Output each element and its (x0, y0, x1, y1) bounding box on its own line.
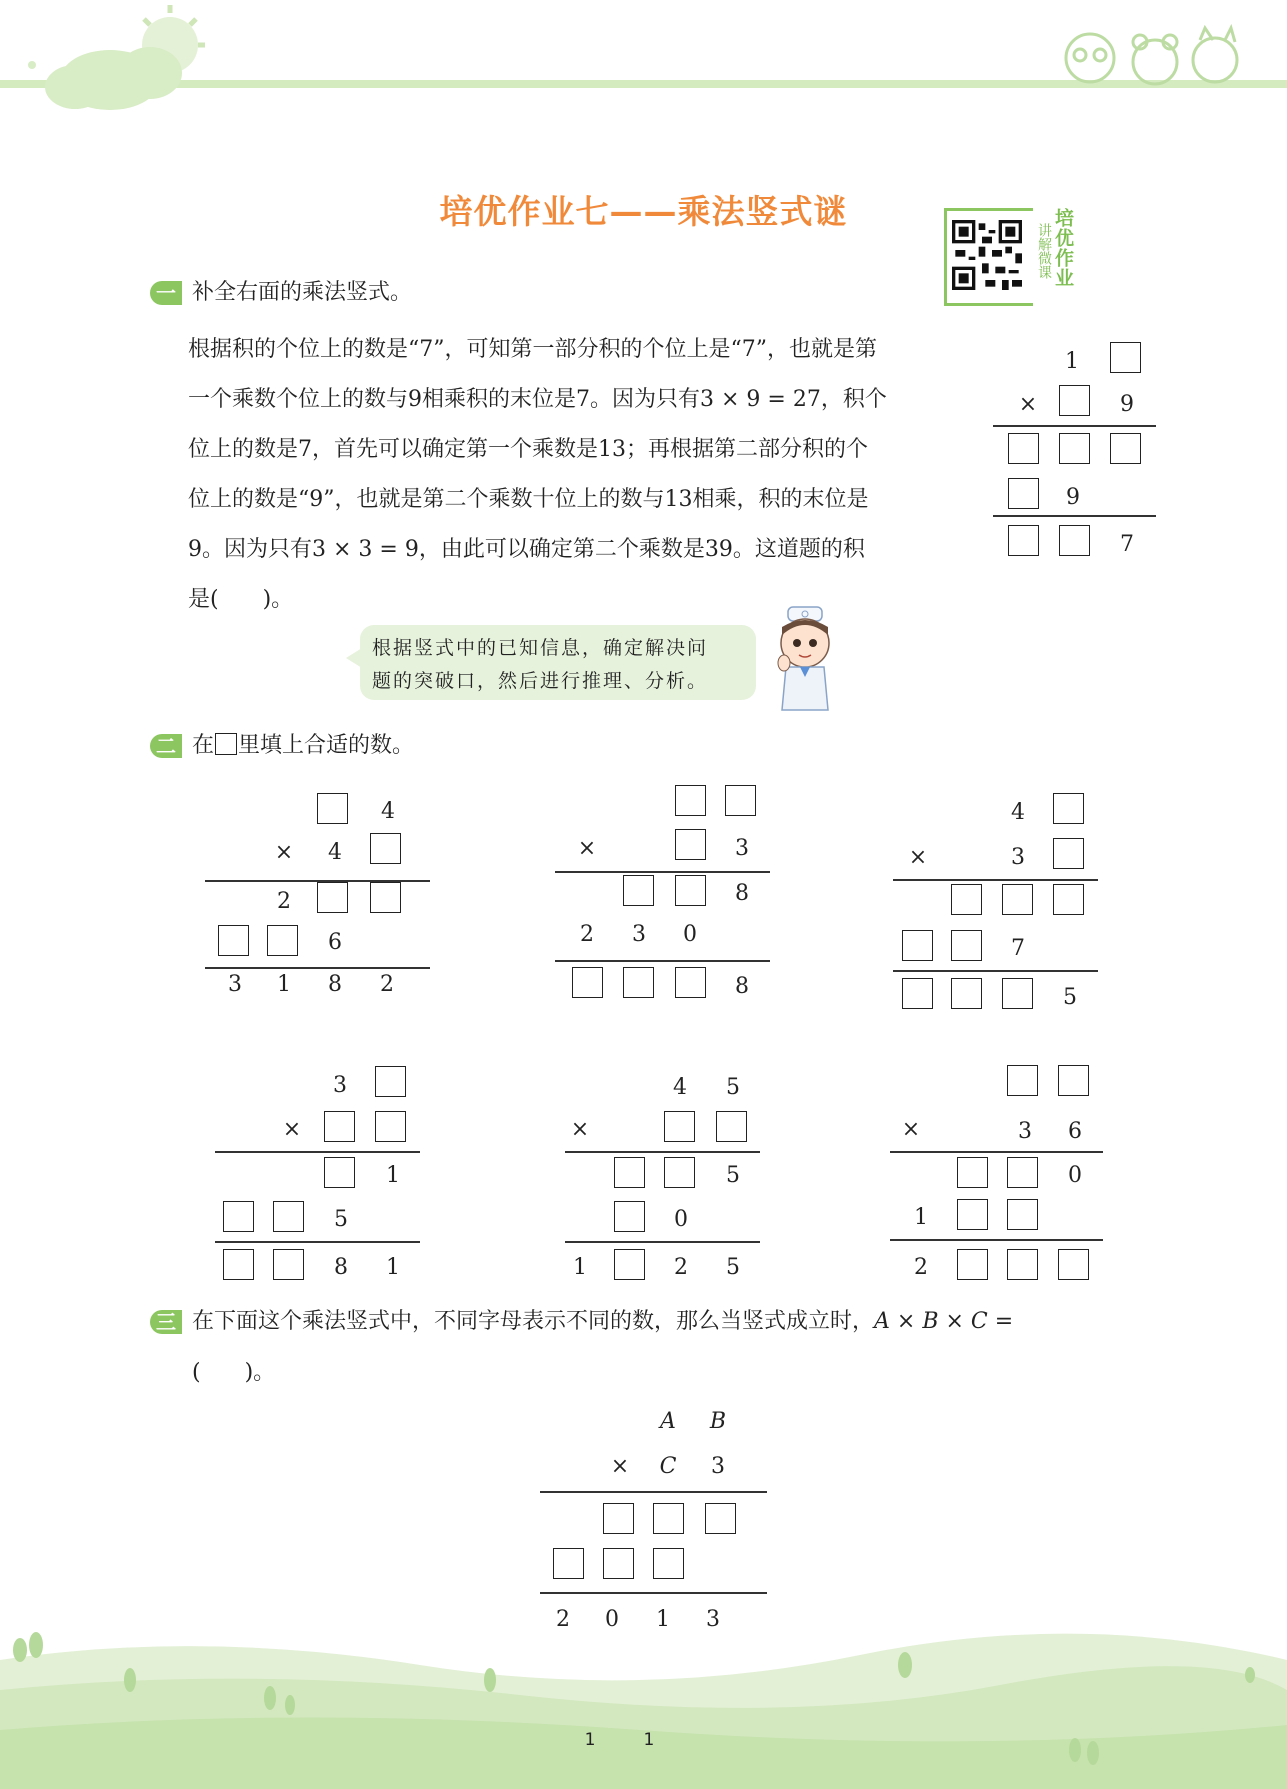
qr-label-small: 讲解微课 (1036, 223, 1052, 279)
digit: 4 (381, 799, 395, 824)
rule-line (993, 425, 1156, 427)
digit: 3 (333, 1073, 347, 1098)
answer-box[interactable] (675, 785, 706, 816)
answer-box[interactable] (218, 925, 249, 956)
answer-box[interactable] (675, 829, 706, 860)
answer-box[interactable] (664, 1111, 695, 1142)
digit: 3 (1011, 845, 1025, 870)
puzzle-2f (890, 1063, 1105, 1293)
answer-box[interactable] (716, 1111, 747, 1142)
times-sign: × (610, 1454, 630, 1479)
answer-box[interactable] (902, 930, 933, 961)
page-number: 11 (584, 1730, 703, 1750)
rule-line (893, 879, 1098, 881)
hint-line: 题的突破口，然后进行推理、分析。 (372, 670, 709, 692)
qr-label (1034, 208, 1074, 300)
section-3-header (150, 1307, 1160, 1337)
instruction-text: 在 (192, 733, 215, 758)
answer-box[interactable] (653, 1548, 684, 1579)
digit: 2 (580, 922, 594, 947)
rule-line (555, 871, 770, 873)
answer-box[interactable] (324, 1157, 355, 1188)
answer-box[interactable] (1053, 838, 1084, 869)
paragraph-line: 9。因为只有3 × 3 = 9，由此可以确定第二个乘数是39。这道题的积 (188, 537, 865, 562)
rule-line (555, 960, 770, 962)
answer-box[interactable] (375, 1111, 406, 1142)
times-sign: × (282, 1117, 302, 1142)
formula-text: A × B × C = (874, 1309, 1014, 1334)
answer-box[interactable] (1007, 1157, 1038, 1188)
answer-box[interactable] (1007, 1199, 1038, 1230)
paragraph-line: 是( )。 (188, 587, 294, 612)
digit: 1 (386, 1255, 400, 1280)
digit: 1 (573, 1255, 587, 1280)
answer-box[interactable] (603, 1548, 634, 1579)
answer-box[interactable] (370, 833, 401, 864)
answer-box[interactable] (957, 1157, 988, 1188)
puzzle-3 (540, 1402, 770, 1642)
answer-box[interactable] (675, 875, 706, 906)
times-sign: × (577, 836, 597, 861)
digit: 4 (328, 840, 342, 865)
puzzle-2a (205, 790, 435, 1010)
answer-box[interactable] (273, 1249, 304, 1280)
puzzle-2d (215, 1063, 425, 1293)
answer-box[interactable] (957, 1249, 988, 1280)
answer-box[interactable] (223, 1249, 254, 1280)
answer-box[interactable] (1053, 884, 1084, 915)
animal-faces-illustration (1055, 20, 1255, 90)
digit: 7 (1011, 936, 1025, 961)
rule-line (993, 515, 1156, 517)
paragraph-line: 一个乘数个位上的数与9相乘积的末位是7。因为只有3 × 9 = 27，积个 (188, 387, 887, 412)
answer-box[interactable] (951, 978, 982, 1009)
answer-box[interactable] (317, 882, 348, 913)
answer-box[interactable] (1059, 433, 1090, 464)
digit: 1 (1065, 349, 1079, 374)
digit: 1 (656, 1607, 670, 1632)
digit: 8 (735, 974, 749, 999)
answer-box[interactable] (951, 930, 982, 961)
digit: 8 (328, 972, 342, 997)
puzzle-1 (990, 335, 1155, 565)
answer-box[interactable] (223, 1201, 254, 1232)
digit: 2 (556, 1607, 570, 1632)
answer-box[interactable] (957, 1199, 988, 1230)
answer-box[interactable] (1007, 1249, 1038, 1280)
answer-box[interactable] (267, 925, 298, 956)
rule-line (890, 1151, 1103, 1153)
answer-box[interactable] (653, 1503, 684, 1534)
digit: 4 (673, 1075, 687, 1100)
answer-box[interactable] (324, 1111, 355, 1142)
section-1-badge: 一 (150, 281, 182, 305)
answer-box[interactable] (553, 1548, 584, 1579)
cloud-sun-illustration (20, 5, 210, 115)
times-sign: × (570, 1117, 590, 1142)
hint-line: 根据竖式中的已知信息，确定解决问 (372, 637, 709, 659)
rule-line (565, 1241, 760, 1243)
digit: 1 (914, 1205, 928, 1230)
hint-bubble (360, 625, 756, 700)
paragraph-line: 根据积的个位上的数是“7”，可知第一部分积的个位上是“7”，也就是第 (188, 337, 877, 362)
rule-line (893, 970, 1098, 972)
times-sign: × (908, 845, 928, 870)
box-symbol (215, 733, 237, 755)
digit: 0 (1068, 1163, 1082, 1188)
digit: 7 (1120, 532, 1134, 557)
times-sign: × (1018, 392, 1038, 417)
rule-line (540, 1491, 767, 1493)
digit: 6 (1068, 1119, 1082, 1144)
qr-code-panel[interactable] (944, 208, 1074, 300)
answer-box[interactable] (1059, 385, 1090, 416)
answer-box[interactable] (1058, 1065, 1089, 1096)
digit: 3 (706, 1607, 720, 1632)
paragraph-line: 位上的数是“9”，也就是第二个乘数十位上的数与13相乘，积的末位是 (188, 487, 869, 512)
answer-box[interactable] (675, 967, 706, 998)
digit: 9 (1120, 392, 1134, 417)
answer-box[interactable] (664, 1157, 695, 1188)
section-3-answer-blank: ( )。 (192, 1360, 276, 1385)
answer-box[interactable] (1008, 478, 1039, 509)
section-3-badge: 三 (150, 1310, 182, 1334)
digit: 8 (735, 881, 749, 906)
rule-line (205, 967, 430, 969)
digit: 5 (1063, 985, 1077, 1010)
section-2-instruction (192, 731, 414, 761)
answer-box[interactable] (1002, 884, 1033, 915)
answer-box[interactable] (725, 785, 756, 816)
digit: 5 (726, 1163, 740, 1188)
rule-line (565, 1151, 760, 1153)
puzzle-2e (565, 1063, 770, 1293)
digit: 5 (334, 1207, 348, 1232)
answer-box[interactable] (572, 967, 603, 998)
digit: 5 (726, 1075, 740, 1100)
puzzle-2b (555, 782, 785, 1012)
cartoon-boy-illustration (770, 605, 840, 715)
explanation-paragraph (188, 325, 980, 625)
page-title: 培优作业七——乘法竖式谜 (439, 192, 848, 231)
answer-box[interactable] (1002, 978, 1033, 1009)
digit: 3 (735, 836, 749, 861)
answer-box[interactable] (1008, 525, 1039, 556)
digit: 1 (277, 972, 291, 997)
digit: 0 (605, 1607, 619, 1632)
digit: 3 (1018, 1119, 1032, 1144)
times-sign: × (901, 1117, 921, 1142)
answer-box[interactable] (370, 882, 401, 913)
times-sign: × (274, 840, 294, 865)
answer-box[interactable] (1007, 1065, 1038, 1096)
answer-box[interactable] (1008, 433, 1039, 464)
digit: 8 (334, 1255, 348, 1280)
section-3-instruction (192, 1307, 1013, 1337)
rule-line (540, 1592, 767, 1594)
answer-box[interactable] (1110, 342, 1141, 373)
digit: 3 (228, 972, 242, 997)
answer-box[interactable] (317, 793, 348, 824)
answer-box[interactable] (902, 978, 933, 1009)
answer-box[interactable] (375, 1066, 406, 1097)
rule-line (215, 1151, 420, 1153)
qr-code-icon[interactable] (952, 220, 1022, 290)
digit: 2 (380, 972, 394, 997)
digit: 3 (711, 1454, 725, 1479)
answer-box[interactable] (614, 1157, 645, 1188)
letter: C (659, 1454, 677, 1479)
instruction-text: 里填上合适的数。 (238, 733, 415, 758)
digit: 2 (277, 889, 291, 914)
digit: 2 (674, 1255, 688, 1280)
answer-box[interactable] (1053, 793, 1084, 824)
digit: 2 (914, 1255, 928, 1280)
answer-box[interactable] (623, 875, 654, 906)
digit: 0 (683, 922, 697, 947)
answer-box[interactable] (951, 884, 982, 915)
answer-box[interactable] (614, 1249, 645, 1280)
paragraph-line: 位上的数是7，首先可以确定第一个乘数是13；再根据第二部分积的个 (188, 437, 868, 462)
digit: 9 (1066, 485, 1080, 510)
digit: 1 (386, 1163, 400, 1188)
answer-box[interactable] (1059, 525, 1090, 556)
grass-hills-illustration (0, 1620, 1287, 1789)
answer-box[interactable] (1058, 1249, 1089, 1280)
digit: 5 (726, 1255, 740, 1280)
answer-box[interactable] (614, 1201, 645, 1232)
answer-box[interactable] (273, 1201, 304, 1232)
letter: A (660, 1409, 676, 1434)
puzzle-2c (893, 790, 1103, 1020)
digit: 6 (328, 930, 342, 955)
qr-label-big: 培优作业 (1052, 208, 1074, 288)
answer-box[interactable] (1110, 433, 1141, 464)
answer-box[interactable] (623, 967, 654, 998)
digit: 3 (632, 922, 646, 947)
instruction-text: 在下面这个乘法竖式中，不同字母表示不同的数，那么当竖式成立时， (192, 1309, 875, 1334)
digit: 4 (1011, 800, 1025, 825)
rule-line (215, 1241, 420, 1243)
answer-box[interactable] (705, 1503, 736, 1534)
letter: B (709, 1409, 727, 1434)
digit: 0 (674, 1207, 688, 1232)
section-2-badge: 二 (150, 734, 182, 758)
section-1-instruction: 补全右面的乘法竖式。 (192, 280, 413, 305)
answer-box[interactable] (603, 1503, 634, 1534)
rule-line (890, 1239, 1103, 1241)
